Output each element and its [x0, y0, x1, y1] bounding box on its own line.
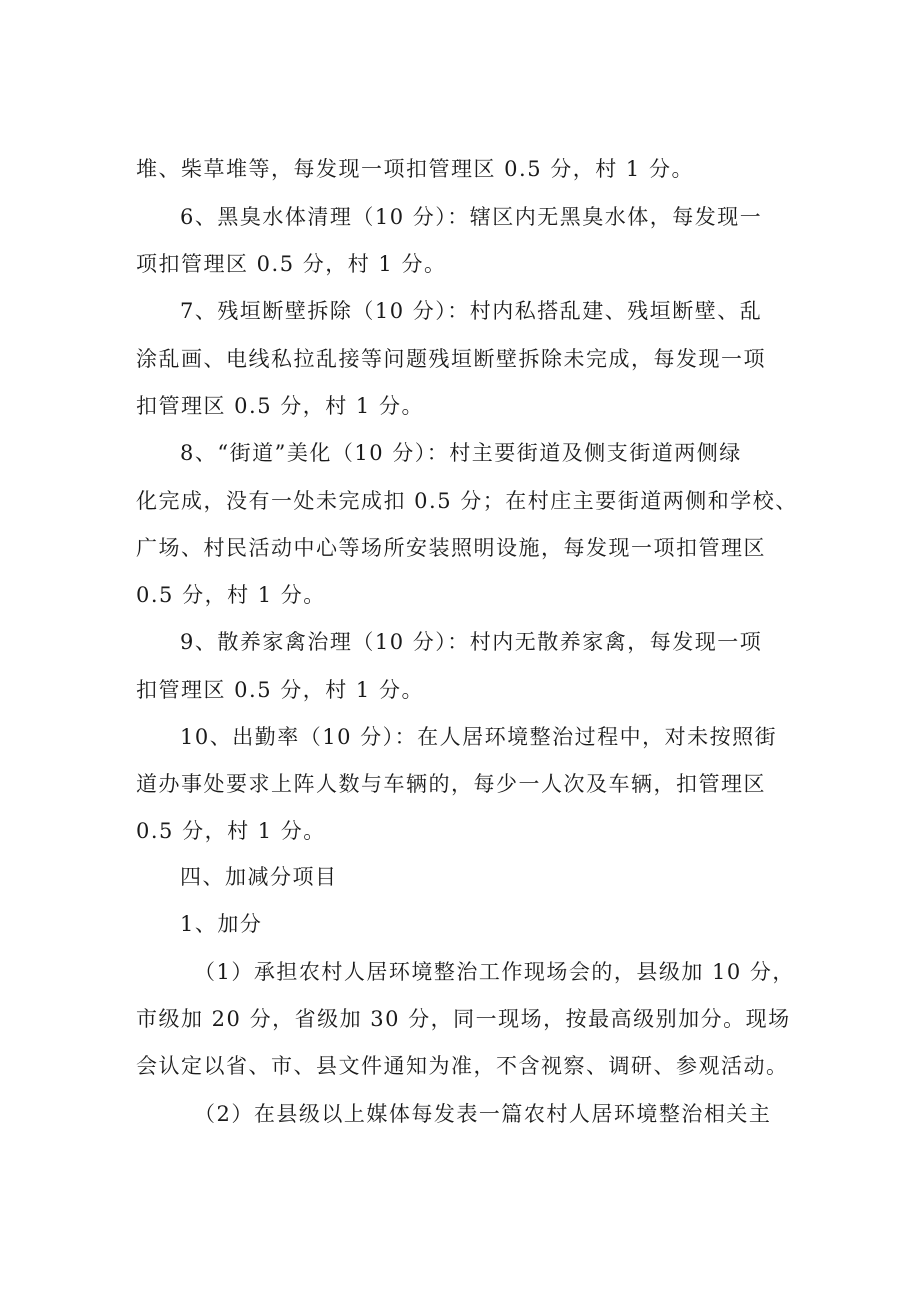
text-line: （2）在县级以上媒体每发表一篇农村人居环境整治相关主 [194, 1102, 772, 1126]
text-line: 堆、柴草堆等，每发现一项扣管理区 0.5 分，村 1 分。 [136, 157, 694, 181]
text-line: 广场、村民活动中心等场所安装照明设施，每发现一项扣管理区 [136, 536, 766, 560]
text-line: 化完成，没有一处未完成扣 0.5 分；在村庄主要街道两侧和学校、 [136, 489, 798, 513]
text-line: 会认定以省、市、县文件通知为准，不含视察、调研、参观活动。 [136, 1054, 789, 1078]
text-line: 9、散养家禽治理（10 分）：村内无散养家禽，每发现一项 [180, 630, 763, 654]
text-line: 市级加 20 分，省级加 30 分，同一现场，按最高级别加分。现场 [136, 1007, 791, 1031]
text-line: 6、黑臭水体清理（10 分）：辖区内无黑臭水体，每发现一 [180, 205, 763, 229]
text-line: 8、“街道”美化（10 分）：村主要街道及侧支街道两侧绿 [180, 441, 742, 465]
text-line: 涂乱画、电线私拉乱接等问题残垣断壁拆除未完成，每发现一项 [136, 347, 766, 371]
text-line: 扣管理区 0.5 分，村 1 分。 [136, 394, 424, 418]
text-line: （1）承担农村人居环境整治工作现场会的，县级加 10 分， [194, 960, 795, 984]
text-line: 项扣管理区 0.5 分，村 1 分。 [136, 252, 447, 276]
subsection-heading: 1、加分 [180, 912, 263, 936]
text-line: 10、出勤率（10 分）：在人居环境整治过程中，对未按照街 [180, 725, 778, 749]
section-heading: 四、加减分项目 [180, 865, 338, 889]
text-line: 0.5 分，村 1 分。 [136, 819, 326, 843]
text-line: 道办事处要求上阵人数与车辆的，每少一人次及车辆，扣管理区 [136, 772, 766, 796]
text-line: 0.5 分，村 1 分。 [136, 583, 326, 607]
text-line: 7、残垣断壁拆除（10 分）：村内私搭乱建、残垣断壁、乱 [180, 299, 763, 323]
text-line: 扣管理区 0.5 分，村 1 分。 [136, 678, 424, 702]
